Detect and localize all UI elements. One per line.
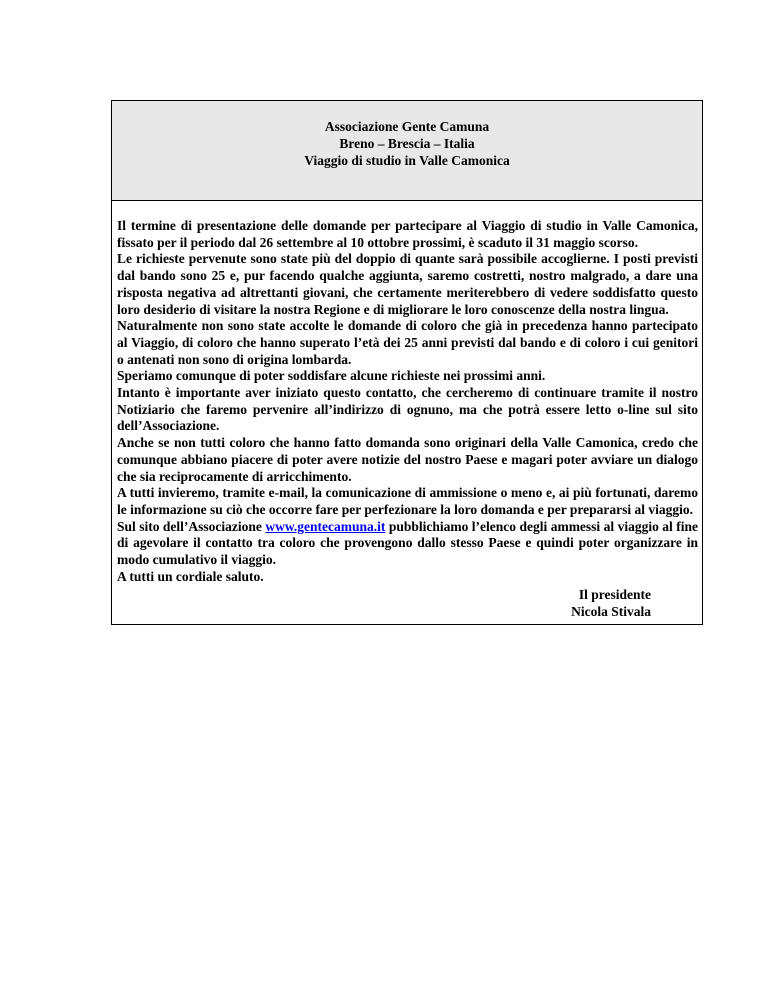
letter-frame bbox=[111, 100, 703, 625]
paragraph-dialogue: Anche se non tutti coloro che hanno fatto domanda sono originari della Valle Camonica, credo che comunque abbiano piacere di poter avere notizie del nostro Paese e magari poter avviare un dialogo che sia reciprocamente di arricchimento. bbox=[117, 435, 698, 484]
association-name: Associazione Gente Camuna bbox=[324, 119, 490, 134]
paragraph-deadline: Il termine di presentazione delle domande per partecipare al Viaggio di studio in Valle Camonica, fissato per il periodo dal 26 settembre al 10 ottobre prossimi, è scaduto il 31 maggio scorso. bbox=[117, 218, 698, 250]
letter-body bbox=[112, 201, 702, 624]
letter-subject: Viaggio di studio in Valle Camonica bbox=[304, 153, 510, 168]
letter-header bbox=[112, 101, 702, 201]
paragraph-email: A tutti invieremo, tramite e-mail, la comunicazione di ammissione o meno e, ai più fortunati, daremo le informazione su ciò che occorre fare per perfezionare la loro domanda e per prepararsi al viaggio. bbox=[117, 485, 698, 517]
paragraph-contact: Intanto è importante aver iniziato questo contatto, che cercheremo di continuare tramite il nostro Notiziario che faremo pervenire all’indirizzo di ognuno, ma che potrà essere letto o-line sul sito dell’Associazione. bbox=[117, 385, 698, 434]
website-text-after: pubblichiamo l’elenco degli ammessi al viaggio al fine di agevolare il contatto tra coloro che provengono dallo stesso Paese e quindi poter organizzare in modo cumulativo il viaggio. bbox=[117, 518, 698, 568]
paragraph-requests: Le richieste pervenute sono state più del doppio di quante sarà possibile accoglierne. I posti previsti dal bando sono 25 e, pur facendo qualche aggiunta, saremo costretti, nostro malgrado, a dare una risposta negativa ad altrettanti giovani, che certamente meriterebbero di vedere soddisfatto questo loro desiderio di visitare la nostra Regione e di migliorare le loro conoscenze della nostra lingua. bbox=[117, 251, 698, 317]
paragraph-website bbox=[117, 519, 698, 569]
website-text-before: Sul sito dell’Associazione bbox=[117, 518, 266, 534]
signature-block bbox=[117, 586, 698, 620]
signature-name: Nicola Stivala bbox=[571, 604, 651, 620]
association-location: Breno – Brescia – Italia bbox=[339, 136, 475, 151]
website-link[interactable]: www.gentecamuna.it bbox=[265, 518, 386, 534]
paragraph-greeting: A tutti un cordiale saluto. bbox=[117, 568, 264, 584]
paragraph-exclusions: Naturalmente non sono state accolte le domande di coloro che già in precedenza hanno partecipato al Viaggio, di coloro che hanno superato l’età dei 25 anni previsti dal bando e di coloro i cui genitori o antenati non sono di origina lombarda. bbox=[117, 318, 698, 367]
signature-role: Il presidente bbox=[578, 587, 651, 603]
paragraph-hope: Speriamo comunque di poter soddisfare alcune richieste nei prossimi anni. bbox=[117, 368, 546, 384]
